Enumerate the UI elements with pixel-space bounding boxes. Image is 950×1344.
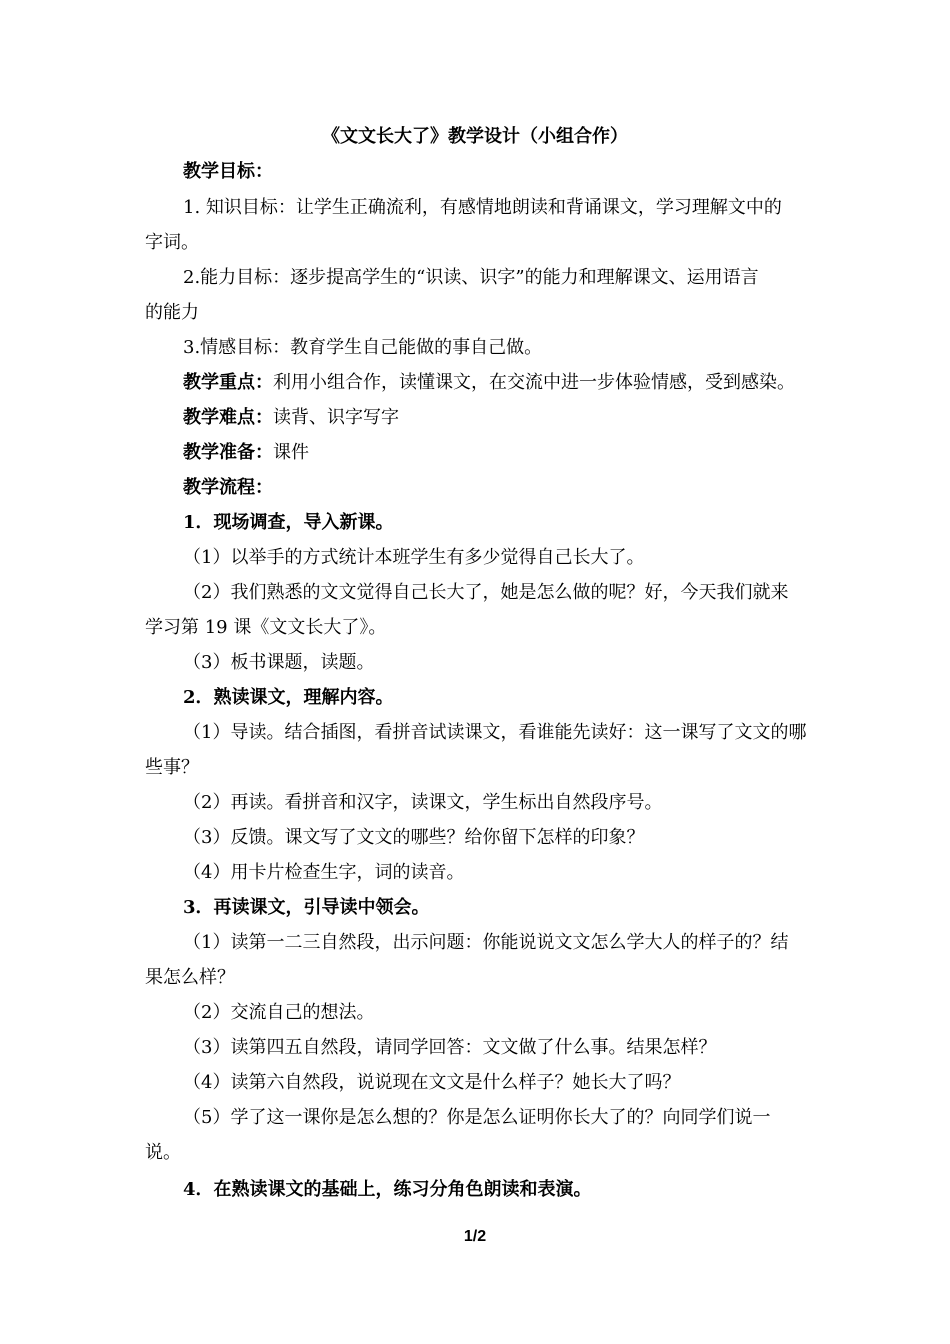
goals-heading: 教学目标： [183, 161, 273, 182]
teaching-focus [183, 371, 795, 395]
step3-item2: （2）交流自己的想法。 [183, 1002, 375, 1023]
goal-ability-line2: 的能力 [145, 302, 199, 323]
focus-text: 利用小组合作，读懂课文，在交流中进一步体验情感，受到感染。 [273, 372, 795, 393]
step3-item5-line2: 说。 [145, 1142, 181, 1163]
step3-item5-line1: （5）学了这一课你是怎么想的？你是怎么证明你长大了的？向同学们说一 [183, 1107, 771, 1128]
process-heading: 教学流程： [183, 477, 273, 498]
difficulty-text: 读背、识字写字 [273, 407, 399, 428]
prep-label: 教学准备： [183, 442, 273, 463]
step3-item4: （4）读第六自然段，说说现在文文是什么样子？她长大了吗？ [183, 1072, 681, 1093]
step3-item1-line2: 果怎么样？ [145, 967, 235, 988]
prep-text: 课件 [273, 442, 309, 463]
step2-item2: （2）再读。看拼音和汉字，读课文，学生标出自然段序号。 [183, 792, 663, 813]
step2-item1-line1: （1）导读。结合插图，看拼音试读课文，看谁能先读好：这一课写了文文的哪 [183, 722, 807, 743]
step2-heading: 2．熟读课文，理解内容。 [183, 687, 394, 708]
step2-item4: （4）用卡片检查生字，词的读音。 [183, 862, 465, 883]
step3-item3: （3）读第四五自然段，请同学回答：文文做了什么事。结果怎样？ [183, 1037, 717, 1058]
step3-heading: 3．再读课文，引导读中领会。 [183, 897, 430, 918]
step2-item3: （3）反馈。课文写了文文的哪些？给你留下怎样的印象？ [183, 827, 645, 848]
step1-heading: 1．现场调查，导入新课。 [183, 512, 394, 533]
goal-ability-line1: 2.能力目标：逐步提高学生的“识读、识字”的能力和理解课文、运用语言 [183, 267, 759, 288]
goal-emotion: 3.情感目标：教育学生自己能做的事自己做。 [183, 337, 543, 358]
step3-item1-line1: （1）读第一二三自然段，出示问题：你能说说文文怎么学大人的样子的？结 [183, 932, 789, 953]
teaching-preparation [183, 441, 309, 465]
step1-item2-line2: 学习第 19 课《文文长大了》。 [145, 617, 387, 638]
document-title: 《文文长大了》教学设计（小组合作） [322, 126, 628, 147]
step1-item2-line1: （2）我们熟悉的文文觉得自己长大了，她是怎么做的呢？好，今天我们就来 [183, 582, 789, 603]
page-number: 1/2 [463, 1228, 487, 1245]
step1-item1: （1）以举手的方式统计本班学生有多少觉得自己长大了。 [183, 547, 645, 568]
goal-knowledge-line2: 字词。 [145, 232, 199, 253]
difficulty-label: 教学难点： [183, 407, 273, 428]
step4-heading: 4．在熟读课文的基础上，练习分角色朗读和表演。 [183, 1179, 592, 1200]
focus-label: 教学重点： [183, 372, 273, 393]
step1-item3: （3）板书课题，读题。 [183, 652, 375, 673]
step2-item1-line2: 些事？ [145, 757, 199, 778]
teaching-difficulty [183, 406, 399, 430]
goal-knowledge-line1: 1. 知识目标：让学生正确流利，有感情地朗读和背诵课文，学习理解文中的 [183, 197, 782, 218]
